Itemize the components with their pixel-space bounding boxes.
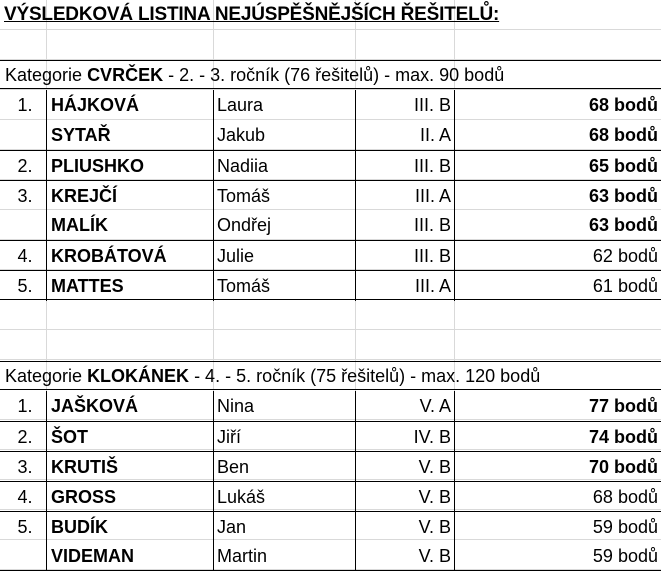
points-cell: 70 bodů (454, 452, 661, 482)
surname-cell: PLIUSHKO (46, 151, 213, 181)
surname-cell: SYTAŘ (46, 120, 213, 150)
first-name-cell: Julie (213, 241, 355, 271)
first-name-cell: Tomáš (213, 271, 355, 301)
table-row (0, 150, 661, 180)
surname-cell: ŠOT (46, 422, 213, 452)
first-name-cell: Jakub (213, 120, 355, 150)
surname-cell: MATTES (46, 271, 213, 301)
first-name-cell: Nina (213, 391, 355, 421)
points-cell: 63 bodů (454, 181, 661, 211)
table-row (0, 210, 661, 240)
table-row (0, 240, 661, 270)
points-cell: 68 bodů (454, 90, 661, 120)
table-row (0, 180, 661, 210)
rank-cell: 2. (17, 427, 33, 447)
class-cell: III. A (355, 271, 454, 301)
class-cell: III. B (355, 151, 454, 181)
category-name: CVRČEK (87, 65, 164, 85)
rank-cell: 5. (17, 276, 33, 296)
surname-cell: KROBÁTOVÁ (46, 241, 213, 271)
surname-cell: MALÍK (46, 210, 213, 240)
class-cell: III. A (355, 181, 454, 211)
rank-cell: 3. (17, 186, 33, 206)
first-name-cell: Jiří (213, 422, 355, 452)
table-row (0, 391, 661, 421)
category-prefix: Kategorie (5, 366, 88, 386)
points-cell: 74 bodů (454, 422, 661, 452)
rank-cell: 1. (17, 396, 33, 416)
first-name-cell: Ben (213, 452, 355, 482)
points-cell: 65 bodů (454, 151, 661, 181)
table-row (0, 270, 661, 300)
rank-cell (0, 210, 46, 240)
table-row (0, 541, 661, 571)
first-name-cell: Tomáš (213, 181, 355, 211)
surname-cell: KRUTIŠ (46, 452, 213, 482)
points-cell: 68 bodů (454, 482, 661, 512)
class-cell: III. B (355, 90, 454, 120)
points-cell: 61 bodů (454, 271, 661, 301)
grid-row (0, 300, 661, 330)
points-cell: 68 bodů (454, 120, 661, 150)
first-name-cell: Nadiia (213, 151, 355, 181)
class-cell: V. B (355, 452, 454, 482)
first-name-cell: Jan (213, 512, 355, 542)
rank-cell: 4. (17, 487, 33, 507)
class-cell: III. B (355, 210, 454, 240)
page-title: VÝSLEDKOVÁ LISTINA NEJÚSPĚŠNĚJŠÍCH ŘEŠITELŮ: (4, 4, 500, 25)
points-cell: 63 bodů (454, 210, 661, 240)
table-row (0, 90, 661, 120)
class-cell: III. B (355, 241, 454, 271)
rank-cell: 2. (17, 156, 33, 176)
points-cell: 59 bodů (454, 541, 661, 571)
category-details: - 2. - 3. ročník (76 řešitelů) - max. 90 bodů (163, 65, 505, 85)
points-cell: 77 bodů (454, 391, 661, 421)
first-name-cell: Martin (213, 541, 355, 571)
category-header-klokanek (0, 361, 661, 390)
category-prefix: Kategorie (5, 65, 88, 85)
table-row (0, 511, 661, 541)
surname-cell: VIDEMAN (46, 541, 213, 571)
class-cell: IV. B (355, 422, 454, 452)
category-header-cvrcek (0, 60, 661, 89)
table-row (0, 481, 661, 511)
grid-row (0, 330, 661, 360)
class-cell: V. B (355, 482, 454, 512)
category-details: - 4. - 5. ročník (75 řešitelů) - max. 120 bodů (189, 366, 541, 386)
points-cell: 59 bodů (454, 512, 661, 542)
rank-cell: 5. (17, 517, 33, 537)
table-row (0, 421, 661, 451)
first-name-cell: Lukáš (213, 482, 355, 512)
table-row (0, 120, 661, 150)
grid-row (0, 30, 661, 60)
first-name-cell: Ondřej (213, 210, 355, 240)
class-cell: II. A (355, 120, 454, 150)
class-cell: V. A (355, 391, 454, 421)
rank-cell: 4. (17, 246, 33, 266)
surname-cell: KREJČÍ (46, 181, 213, 211)
class-cell: V. B (355, 541, 454, 571)
table-row (0, 451, 661, 481)
points-cell: 62 bodů (454, 241, 661, 271)
rank-cell: 1. (17, 95, 33, 115)
rank-cell (0, 541, 46, 571)
surname-cell: HÁJKOVÁ (46, 90, 213, 120)
surname-cell: JAŠKOVÁ (46, 391, 213, 421)
surname-cell: BUDÍK (46, 512, 213, 542)
surname-cell: GROSS (46, 482, 213, 512)
first-name-cell: Laura (213, 90, 355, 120)
rank-cell: 3. (17, 457, 33, 477)
class-cell: V. B (355, 512, 454, 542)
category-name: KLOKÁNEK (87, 366, 190, 386)
rank-cell (0, 120, 46, 150)
